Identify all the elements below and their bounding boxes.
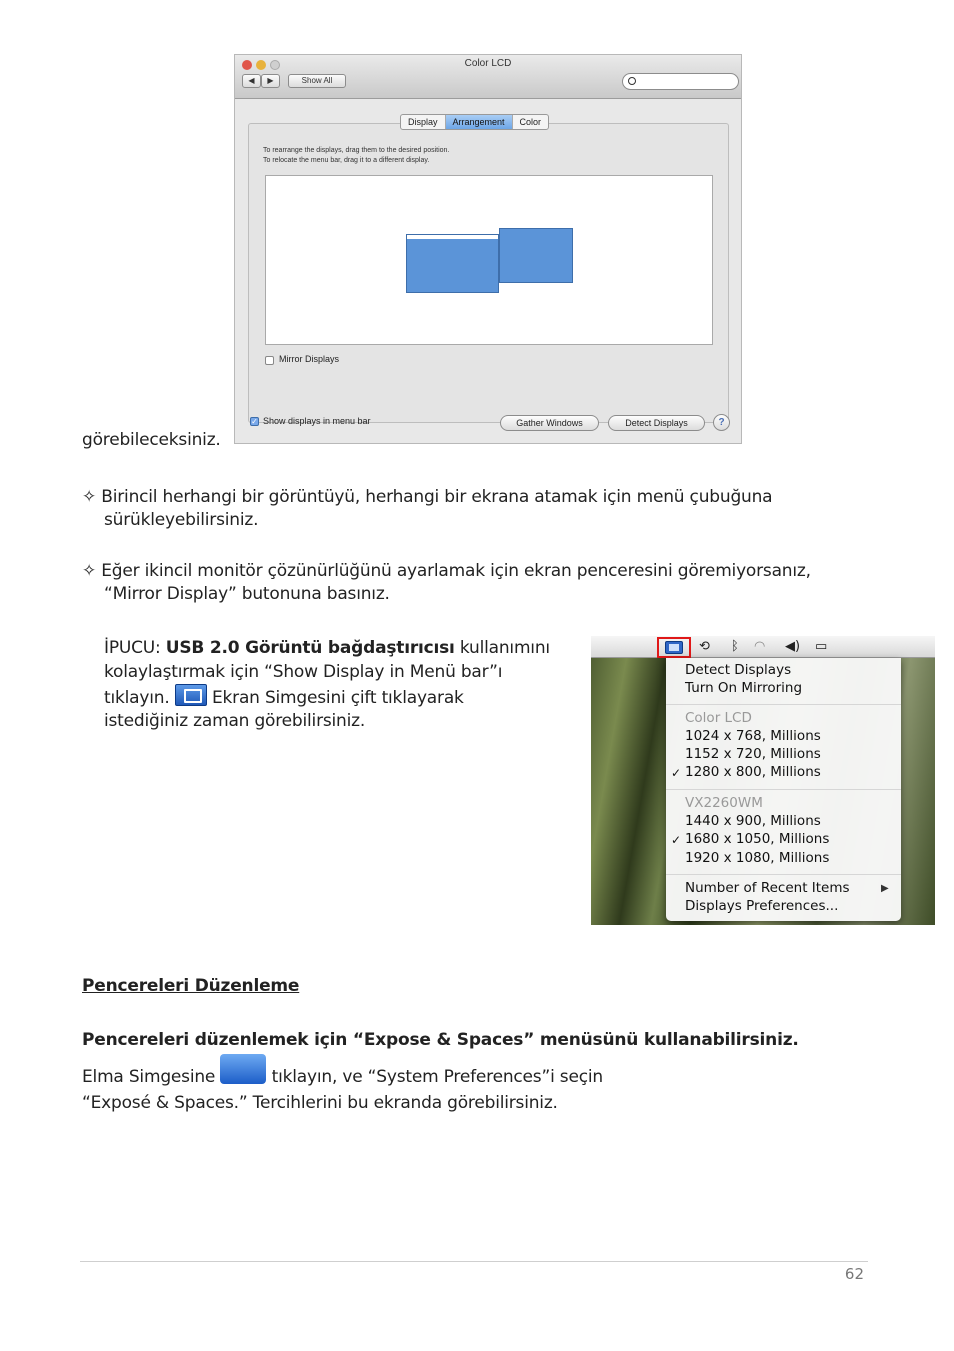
hint-line-2: To relocate the menu bar, drag it to a different display. <box>263 157 430 164</box>
apple-line-b: tıklayın, ve “System Preferences”i seçin <box>266 1067 603 1087</box>
menu-item-turn-on-mirroring[interactable]: Turn On Mirroring <box>685 680 803 696</box>
primary-display-thumbnail[interactable] <box>406 236 499 293</box>
secondary-display-thumbnail[interactable] <box>499 228 573 283</box>
checkmark-icon: ✓ <box>671 833 682 847</box>
menu-bar <box>591 636 935 658</box>
hint-line-1: To rearrange the displays, drag them to the desired position. <box>263 147 450 154</box>
search-field[interactable] <box>622 73 739 90</box>
bullet-glyph-icon: ✧ <box>82 561 97 581</box>
tip-line-3b: Ekran Simgesini çift tıklayarak <box>206 688 464 708</box>
back-button[interactable]: ◀ <box>242 74 261 88</box>
mirror-displays-label: Mirror Displays <box>279 354 340 364</box>
tip-line-3 <box>104 684 464 708</box>
tip-line-3a: tıklayın. <box>104 688 170 708</box>
gather-windows-button[interactable]: Gather Windows <box>500 415 599 431</box>
tip-line-1 <box>104 638 550 658</box>
mirror-displays-checkbox[interactable] <box>265 356 274 365</box>
bullet-2-line-2: “Mirror Display” butonuna basınız. <box>104 584 390 604</box>
bullet-1-line-2: sürükleyebilirsiniz. <box>104 510 259 530</box>
bullet-glyph-icon: ✧ <box>82 487 97 507</box>
forward-button[interactable]: ▶ <box>261 74 280 88</box>
menu-item-number-of-recent-items[interactable]: Number of Recent Items <box>685 880 850 896</box>
time-machine-icon[interactable]: ⟲ <box>699 639 710 654</box>
submenu-arrow-icon: ▶ <box>881 883 889 894</box>
window-titlebar <box>235 55 741 99</box>
tab-display[interactable]: Display <box>401 115 446 129</box>
wifi-icon[interactable]: ◠ <box>754 639 766 654</box>
tip-line-2: kolaylaştırmak için “Show Display in Menü bar”ı <box>104 662 503 682</box>
display-icon[interactable] <box>657 637 691 658</box>
apple-instruction-line-2: “Exposé & Spaces.” Tercihlerini bu ekranda görebilirsiniz. <box>82 1093 558 1113</box>
tip-rest-1: kullanımını <box>454 638 550 658</box>
help-button[interactable]: ? <box>713 414 730 431</box>
footer-divider <box>80 1261 868 1262</box>
menu-separator <box>666 789 901 790</box>
menu-bar-strip[interactable] <box>406 234 499 239</box>
display-dropdown-menu <box>666 658 901 921</box>
display-icon <box>175 684 207 706</box>
display-menu-screenshot <box>591 636 935 925</box>
page-number: 62 <box>844 1265 864 1283</box>
detect-displays-button[interactable]: Detect Displays <box>608 415 705 431</box>
menu-item-res-1280x800[interactable]: 1280 x 800, Millions <box>685 764 821 780</box>
show-all-button[interactable]: Show All <box>288 74 346 88</box>
display-preferences-screenshot <box>234 54 742 444</box>
tip-prefix: İPUCU: <box>104 638 166 658</box>
volume-icon[interactable]: ◀) <box>785 639 801 654</box>
apple-instruction-line-1 <box>82 1054 603 1087</box>
tip-line-4: istediğiniz zaman görebilirsiniz. <box>104 711 366 731</box>
menu-item-res-1440x900[interactable]: 1440 x 900, Millions <box>685 813 821 829</box>
checkmark-icon: ✓ <box>671 766 682 780</box>
bullet-1-line-1: Birincil herhangi bir görüntüyü, herhangi bir ekrana atamak için menü çubuğuna <box>101 487 773 507</box>
apple-icon <box>220 1054 266 1084</box>
bullet-2 <box>82 561 811 581</box>
menu-header-vx2260wm: VX2260WM <box>685 795 763 811</box>
preference-tabs <box>400 114 549 130</box>
show-in-menu-bar-checkbox[interactable]: ✓ <box>251 417 258 426</box>
display-arrangement-area <box>265 175 713 345</box>
show-in-menu-bar-label: Show displays in menu bar <box>263 416 371 426</box>
menu-separator <box>666 874 901 875</box>
section-heading: Pencereleri Düzenleme <box>82 976 300 996</box>
menu-header-color-lcd: Color LCD <box>685 710 752 726</box>
menu-item-res-1024x768[interactable]: 1024 x 768, Millions <box>685 728 821 744</box>
caption-after-window: görebileceksiniz. <box>82 430 221 450</box>
menu-item-res-1152x720[interactable]: 1152 x 720, Millions <box>685 746 821 762</box>
menu-separator <box>666 704 901 705</box>
bold-instruction: Pencereleri düzenlemek için “Expose & Spaces” menüsünü kullanabilirsiniz. <box>82 1030 799 1050</box>
bullet-2-line-1: Eğer ikincil monitör çözünürlüğünü ayarlamak için ekran penceresini göremiyorsanız, <box>101 561 811 581</box>
tab-color[interactable]: Color <box>519 117 542 127</box>
bullet-1 <box>82 487 772 507</box>
menu-item-res-1920x1080[interactable]: 1920 x 1080, Millions <box>685 850 830 866</box>
window-title: Color LCD <box>464 58 512 69</box>
magnifier-icon <box>628 77 636 85</box>
menu-item-res-1680x1050[interactable]: 1680 x 1050, Millions <box>685 831 830 847</box>
tip-bold-product: USB 2.0 Görüntü bağdaştırıcısı <box>165 638 455 658</box>
battery-icon[interactable]: ▭ <box>815 639 828 654</box>
apple-line-a: Elma Simgesine <box>82 1067 216 1087</box>
bluetooth-icon[interactable]: ᛒ <box>731 639 739 654</box>
menu-item-detect-displays[interactable]: Detect Displays <box>685 662 792 678</box>
menu-item-displays-preferences[interactable]: Displays Preferences... <box>685 898 839 914</box>
tab-arrangement[interactable]: Arrangement <box>446 115 513 129</box>
